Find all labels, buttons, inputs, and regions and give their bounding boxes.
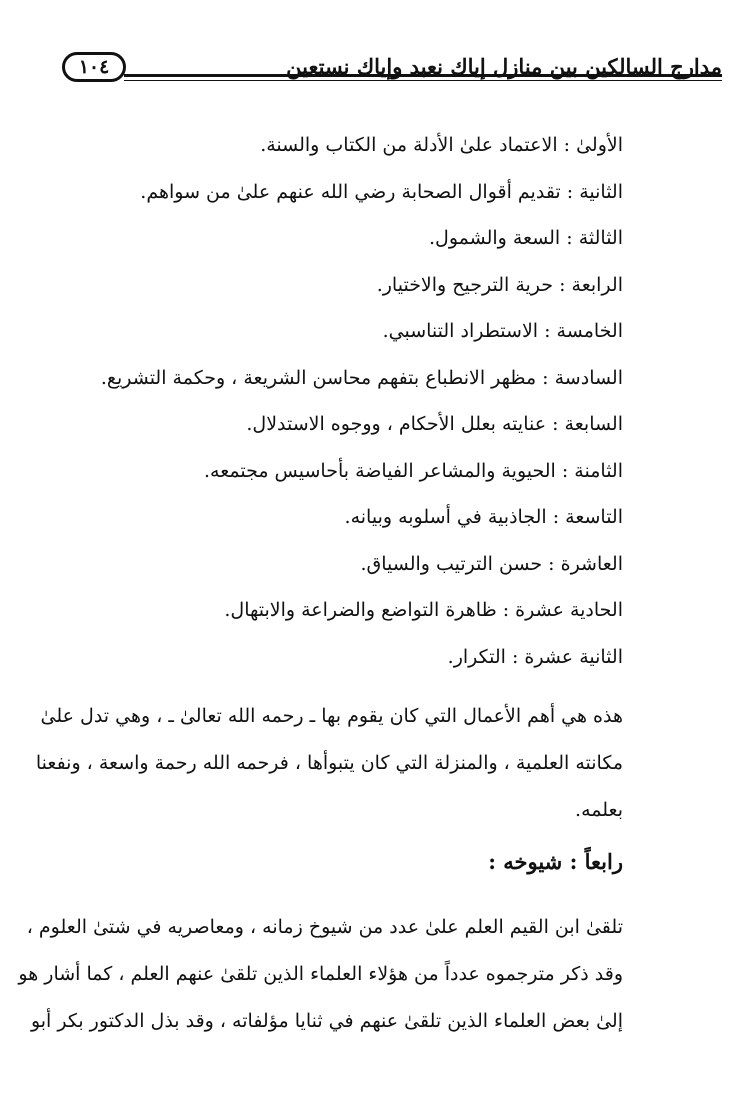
list-item: الثامنة : الحيوية والمشاعر الفياضة بأحاسيس مجتمعه. [203,459,623,482]
summary-paragraph [35,693,623,834]
list-item: الثانية عشرة : التكرار. [447,645,623,668]
running-title: مدارج السالكين بين منازل إياك نعبد وإياك نستعين [286,54,722,79]
list-item: الأولىٰ : الاعتماد علىٰ الأدلة من الكتاب والسنة. [260,134,623,156]
header-rule [124,74,722,77]
paragraph-line: تلقىٰ ابن القيم العلم علىٰ عدد من شيوخ زمانه ، ومعاصريه في شتىٰ العلوم ، [26,916,623,938]
list-item: الثانية : تقديم أقوال الصحابة رضي الله عنهم علىٰ من سواهم. [140,180,623,203]
list-item: السابعة : عنايته بعلل الأحكام ، ووجوه الاستدلال. [246,413,623,435]
list-item: السادسة : مظهر الانطباع بتفهم محاسن الشريعة ، وحكمة التشريع. [100,366,623,389]
list-item: الثالثة : السعة والشمول. [428,227,623,249]
list-item: العاشرة : حسن الترتيب والسياق. [360,552,623,575]
page-number: ١٠٤ [62,52,126,82]
paragraph-line: بعلمه. [575,799,623,821]
header-rule-thin [124,80,722,81]
list-item: التاسعة : الجاذبية في أسلوبه وبيانه. [344,506,623,528]
features-list [60,122,623,680]
paragraph-line: إلىٰ بعض العلماء الذين تلقىٰ عنهم في ثنايا مؤلفاته ، وقد بذل الدكتور بكر أبو [30,1010,623,1032]
page-header [62,44,722,94]
paragraph-line: وقد ذكر مترجموه عدداً من هؤلاء العلماء الذين تلقىٰ عنهم العلم ، كما أشار هو [18,963,623,985]
section-heading: رابعاً : شيوخه : [488,849,623,874]
list-item: الخامسة : الاستطراد التناسبي. [382,320,623,342]
paragraph-line: مكانته العلمية ، والمنزلة التي كان يتبوأها ، فرحمه الله رحمة واسعة ، ونفعنا [35,752,623,774]
list-item: الحادية عشرة : ظاهرة التواضع والضراعة والابتهال. [224,599,623,621]
teachers-paragraph [18,904,623,1045]
list-item: الرابعة : حرية الترجيح والاختيار. [376,273,623,296]
paragraph-line: هذه هي أهم الأعمال التي كان يقوم بها ـ رحمه الله تعالىٰ ـ ، وهي تدل علىٰ [40,705,623,727]
